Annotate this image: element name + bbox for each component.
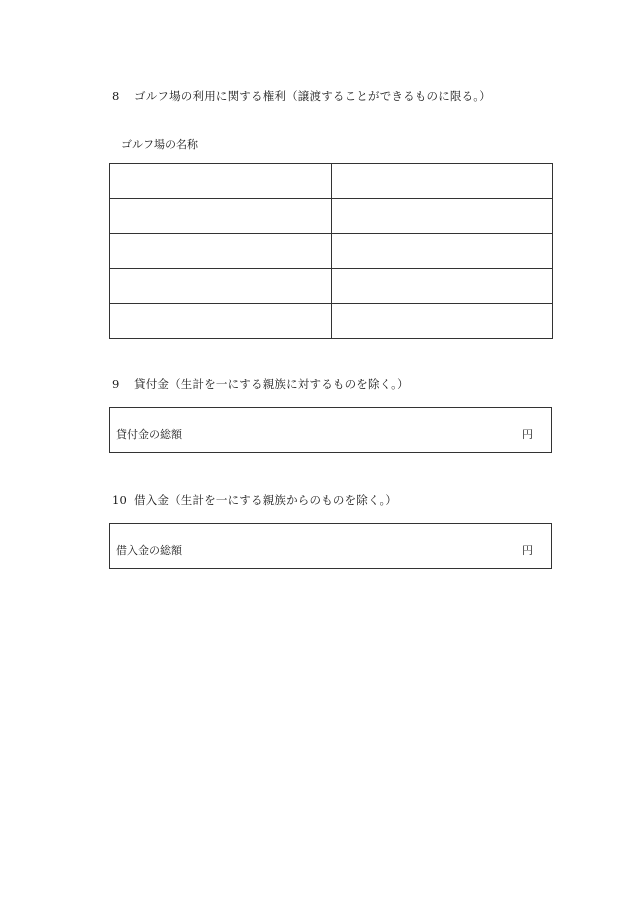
section-title: ゴルフ場の利用に関する権利（譲渡することができるものに限る。） <box>134 89 491 103</box>
table-cell <box>110 199 332 234</box>
table-cell <box>331 304 553 339</box>
borrowings-total-box <box>109 523 552 569</box>
section-10-heading <box>112 492 397 508</box>
table-cell <box>110 234 332 269</box>
table-row <box>110 234 553 269</box>
section-number: 8 <box>112 89 120 103</box>
table-cell <box>331 269 553 304</box>
table-cell <box>110 304 332 339</box>
table-cell <box>331 234 553 269</box>
section-title: 借入金（生計を一にする親族からのものを除く。） <box>134 493 398 507</box>
section-9-heading <box>112 376 409 392</box>
loans-receivable-total-box <box>109 407 552 453</box>
golf-course-table <box>109 163 553 339</box>
yen-unit: 円 <box>522 428 533 441</box>
total-label: 借入金の総額 <box>116 544 182 557</box>
table-row <box>110 199 553 234</box>
total-label: 貸付金の総額 <box>116 428 182 441</box>
table-row <box>110 164 553 199</box>
yen-unit: 円 <box>522 544 533 557</box>
table-row <box>110 269 553 304</box>
section-number: 9 <box>112 377 120 391</box>
golf-course-name-label: ゴルフ場の名称 <box>121 138 198 151</box>
table-row <box>110 304 553 339</box>
table-cell <box>331 199 553 234</box>
table-cell <box>331 164 553 199</box>
table-cell <box>110 269 332 304</box>
section-title: 貸付金（生計を一にする親族に対するものを除く。） <box>134 377 409 391</box>
table-cell <box>110 164 332 199</box>
section-number: 10 <box>112 493 128 507</box>
section-8-heading <box>112 88 491 104</box>
